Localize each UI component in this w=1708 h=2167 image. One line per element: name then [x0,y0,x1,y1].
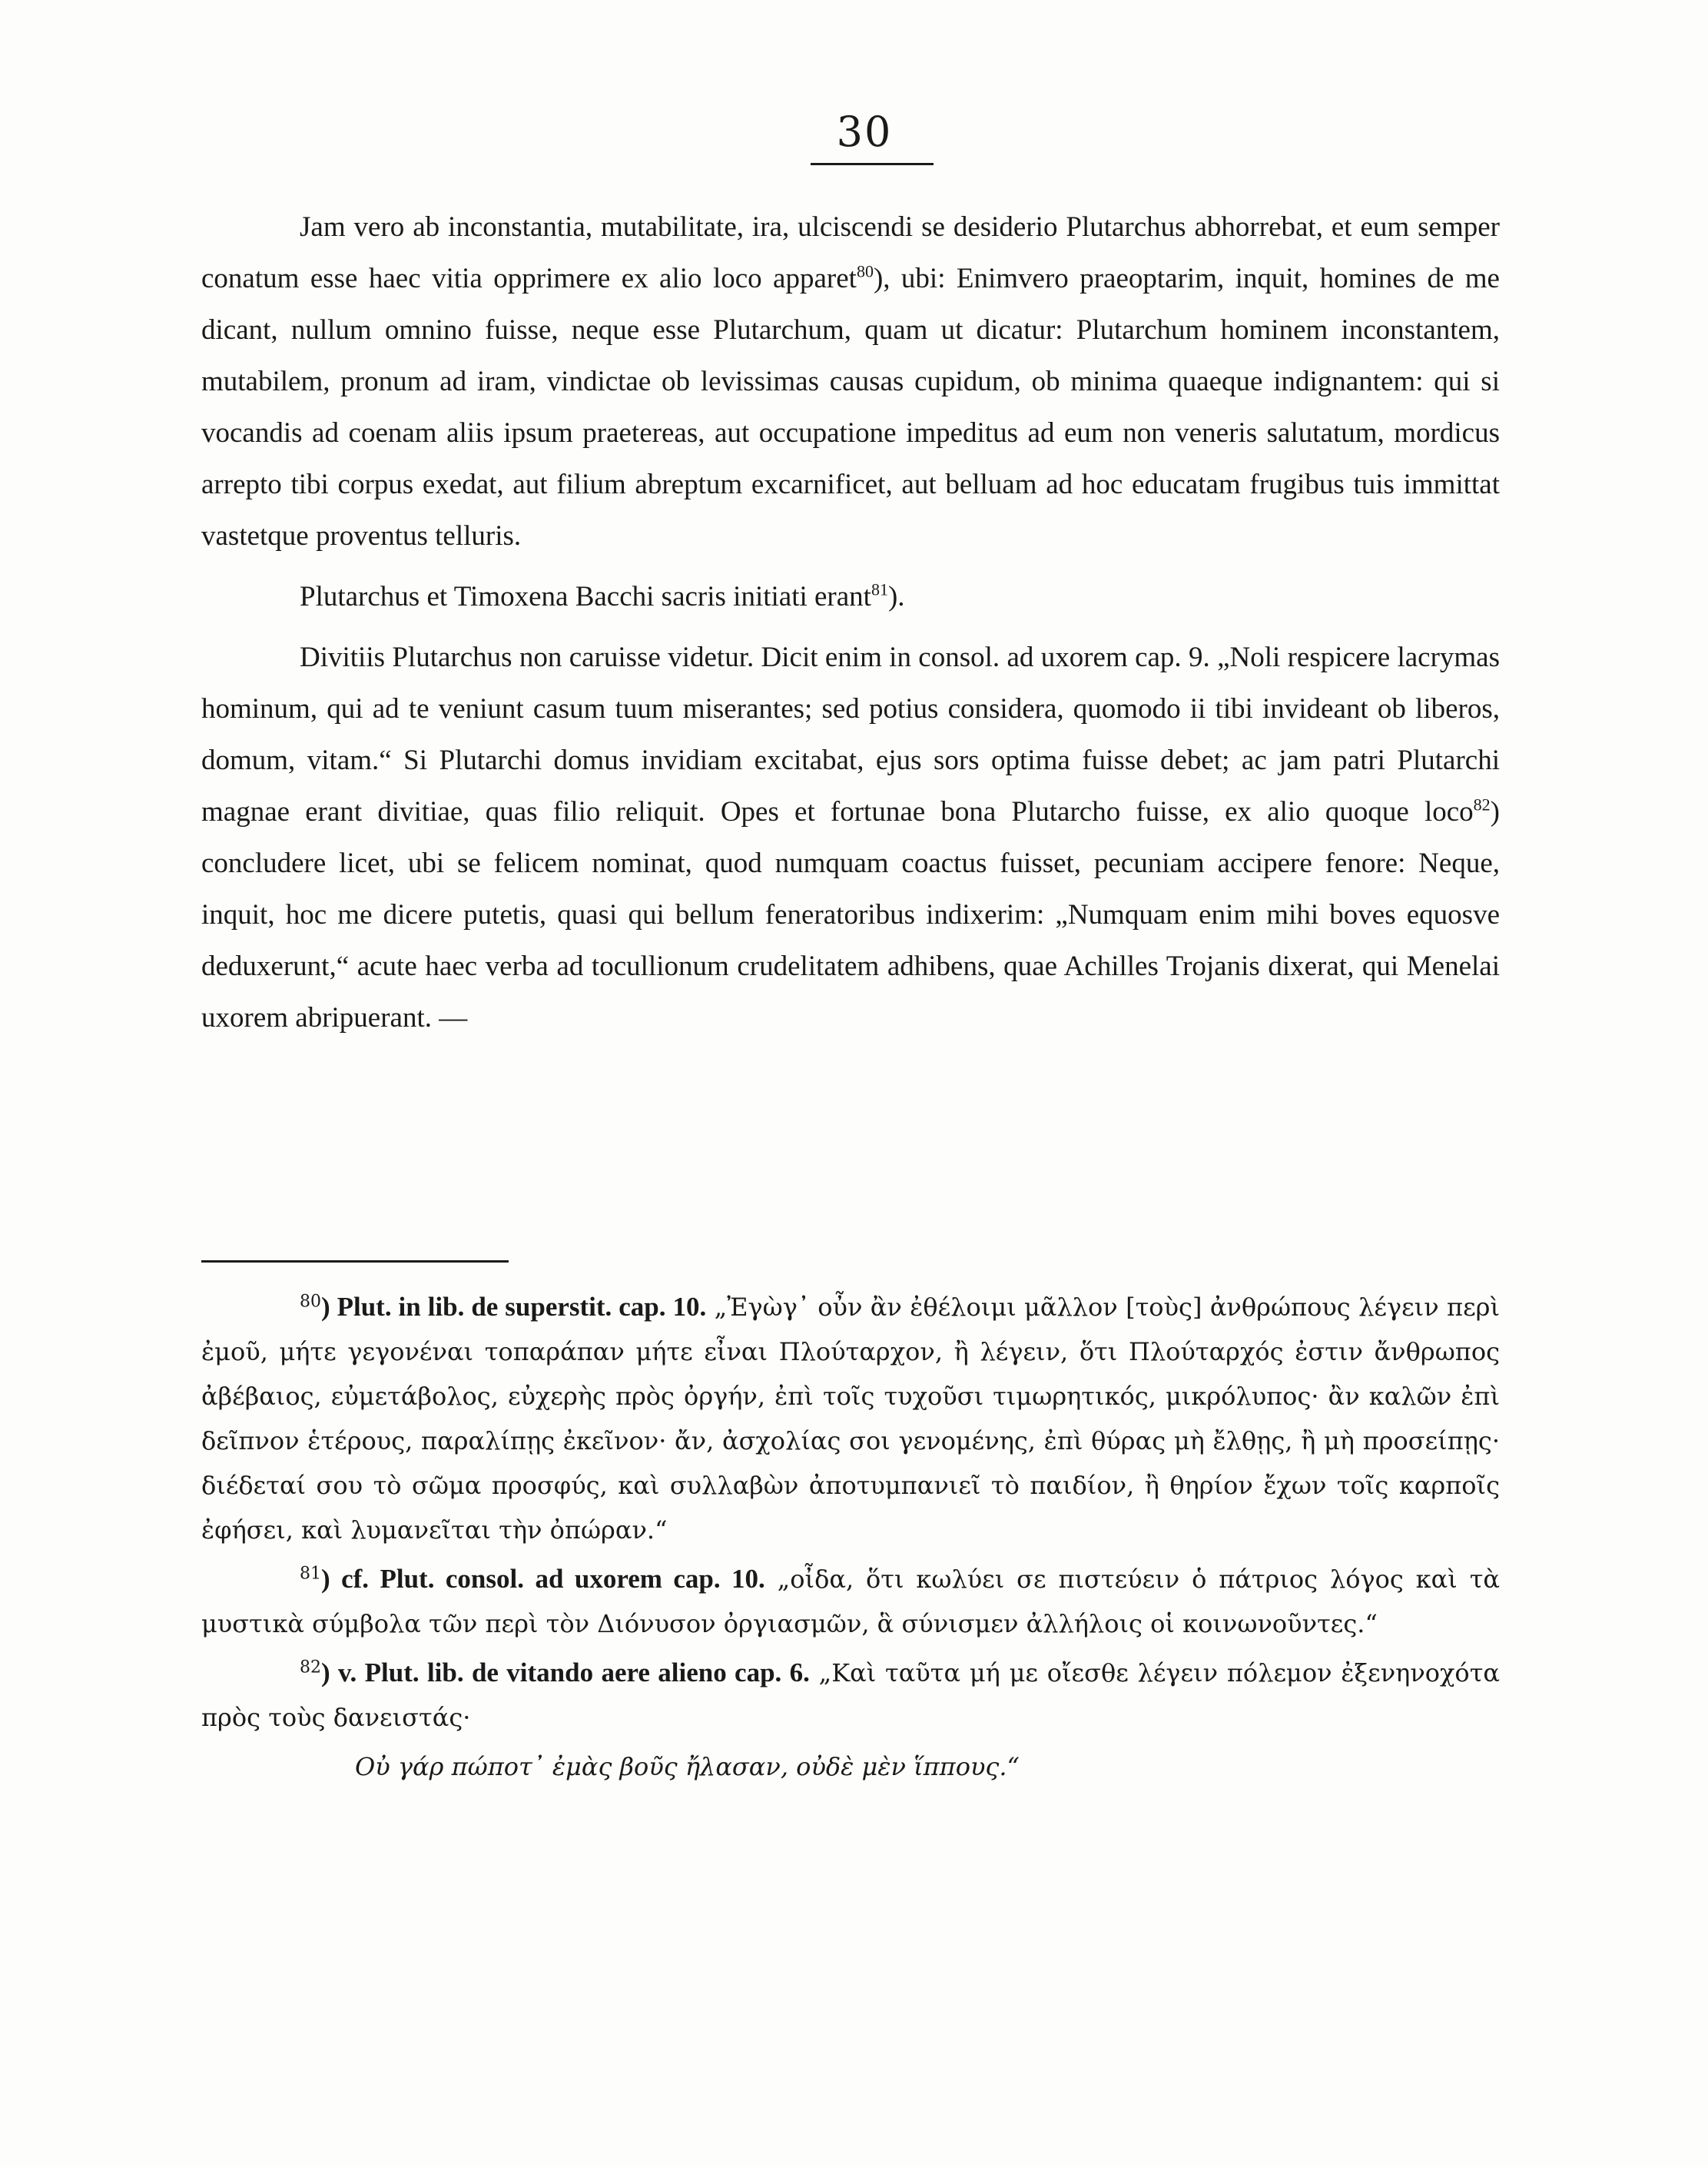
footnote-80-text: „Ἐγὼγ᾽ οὖν ἂν ἐθέλοιμι μᾶλλον [τοὺς] ἀνθρώπους λέγειν περὶ ἐμοῦ, μήτε γεγονέναι τοπαράπαν μήτε εἶναι Πλούταρχον, ἢ λέγειν, ὅτι Πλούταρχός ἐστιν ἄνθρωπος ἀβέβαιος, εὐμετάβολος, εὐχερὴς πρὸς ὀργήν, ἐπὶ τοῖς τυχοῦσι τιμωρητικός, μικρόλυπος· ἂν καλῶν ἐπὶ δεῖπνον ἑτέρους, παραλίπῃς ἐκεῖνον· ἄν, ἀσχολίας σοι γενομένης, ἐπὶ θύρας μὴ ἔλθῃς, ἢ μὴ προσείπῃς· διέδεταί σου τὸ σῶμα προσφύς, καὶ συλλαβὼν ἀποτυμπανιεῖ τὸ παιδίον, ἢ θηρίον ἔχων τοῖς καρποῖς ἐφήσει, καὶ λυμανεῖται τὴν ὀπώραν.“ [201,1293,1501,1545]
paragraph-2-text-a: Plutarchus et Timoxena Bacchi sacris initiati erant [300,581,871,612]
page-number: 30 [836,108,893,156]
page-number-rule [811,163,934,165]
main-text [201,201,1500,1053]
footnote-ref-81: 81 [871,579,888,599]
footnote-81-text: „οἶδα, ὅτι κωλύει σε πιστεύειν ὁ πάτριος λόγος καὶ τὰ μυστικὰ σύμβολα τῶν περὶ τὸν Διόνυσον ὀργιασμῶν, ἃ σύνισμεν ἀλλήλοις οἱ κοινωνοῦντες.“ [201,1565,1501,1638]
footnote-82-text: „Καὶ ταῦτα μή με οἴεσθε λέγειν πόλεμον ἐξενηνοχότα πρὸς τοὺς δανειστάς· [201,1658,1501,1732]
footnote-82 [201,1651,1500,1740]
paragraph-3-text-b: ) concludere licet, ubi se felicem nominat, quod numquam coactus fuisset, pecuniam accipere fenore: Neque, inquit, hoc me dicere putetis, quasi qui bellum feneratoribus indixerim: „Numquam enim mihi boves equosve deduxerunt,“ acute haec verba ad tocullionum crudelitatem adhibens, quae Achilles Trojanis dixerat, qui Menelai uxorem abripuerant. — [201,796,1500,1034]
paragraph-1-text-a: Jam vero ab inconstantia, mutabilitate, ira, ulciscendi se desiderio Plutarchus abhorrebat, et eum semper conatum esse haec vitia opprimere ex alio loco apparet [201,211,1500,294]
footnote-ref-82: 82 [1473,795,1491,815]
paragraph-2 [201,571,1500,622]
footnote-81-mark: 81 [300,1564,321,1584]
footnote-81-ref: ) cf. Plut. consol. ad uxorem cap. 10. [321,1564,765,1594]
paragraph-3 [201,632,1500,1044]
footnote-ref-80: 80 [856,261,874,281]
footnote-separator [201,1260,509,1263]
footnote-80-ref: ) Plut. in lib. de superstit. cap. 10. [321,1292,707,1322]
footnote-80 [201,1285,1500,1552]
paragraph-3-text-a: Divitiis Plutarchus non caruisse videtur. Dicit enim in consol. ad uxorem cap. 9. „Noli respicere lacrymas hominum, qui ad te veniunt casum tuum miserantes; sed potius considera, quomodo ii tibi invideant ob liberos, domum, vitam.“ Si Plutarchi domus invidiam excitabat, ejus sors optima fuisse debet; ac jam patri Plutarchi magnae erant divitiae, quas filio reliquit. Opes et fortunae bona Plutarcho fuisse, ex alio quoque loco [201,642,1500,828]
paragraph-2-text-b: ). [887,581,905,612]
paragraph-1 [201,201,1500,562]
footnotes [201,1285,1500,1794]
footnote-82-verse: Οὐ γάρ πώποτ᾽ ἐμὰς βοῦς ἤλασαν, οὐδὲ μὲν ἵππους.“ [355,1752,1020,1781]
footnote-82-ref: ) v. Plut. lib. de vitando aere alieno cap. 6. [321,1658,810,1687]
footnote-80-mark: 80 [300,1292,321,1312]
paragraph-1-text-b: ), ubi: Enimvero praeoptarim, inquit, homines de me dicant, nullum omnino fuisse, neque esse Plutarchum, quam ut dicatur: Plutarchum hominem inconstantem, mutabilem, pronum ad iram, vindictae ob levissimas causas cupidum, ob minima quaeque indignantem: qui si vocandis ad coenam aliis ipsum praetereas, aut occupatione impeditus ad eum non veneris salutatum, mordicus arrepto tibi corpus exedat, aut filium abreptum excarnificet, aut belluam ad hoc educatam frugibus tuis immittat vastetque proventus telluris. [201,263,1500,552]
footnote-82-mark: 82 [300,1658,321,1678]
footnote-81 [201,1557,1500,1646]
